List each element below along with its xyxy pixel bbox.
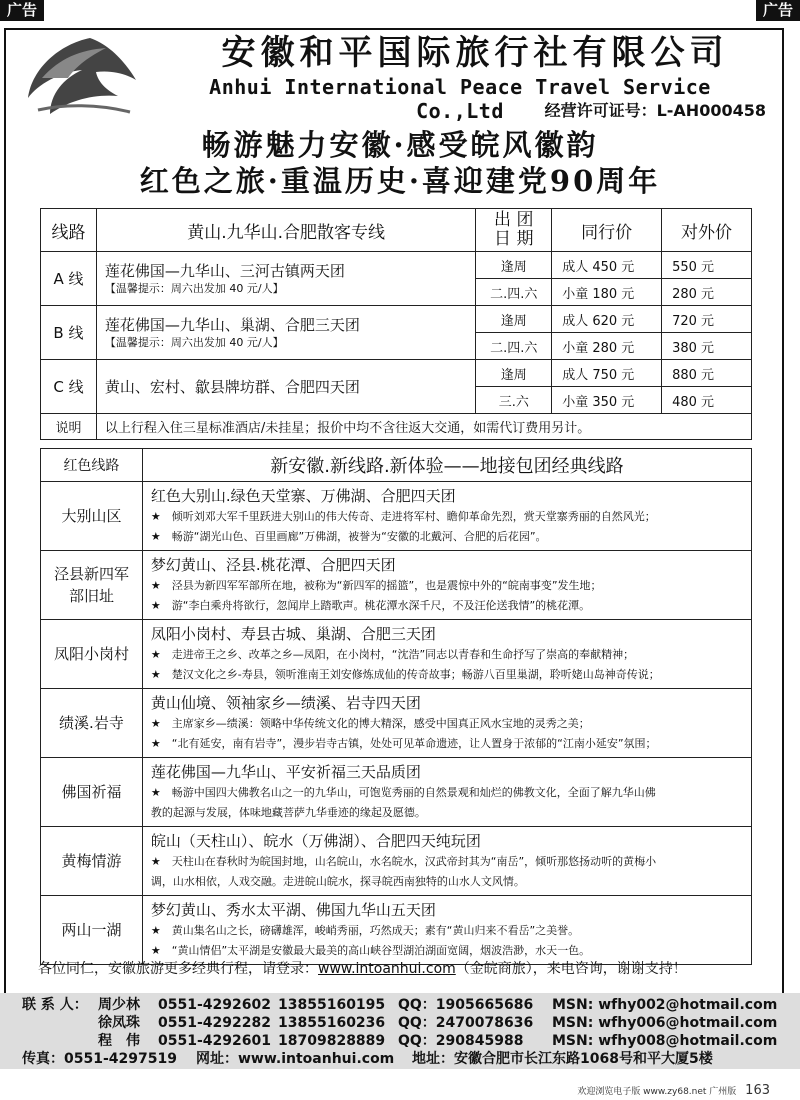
route-tip: 【温馨提示：周六出发加 40 元/人】 (104, 335, 284, 349)
contact-mobile: 18709828889 (278, 1033, 386, 1049)
route-category: 大别山区 (41, 482, 143, 551)
route-category: 泾县新四军部旧址 (41, 551, 143, 620)
depart-day-2: 二.四.六 (476, 279, 552, 306)
footer-text-after: （金皖商旅），来电咨询，谢谢支持！ (455, 961, 687, 977)
slogan-line-1: 畅游魅力安徽·感受皖风徽韵 (201, 128, 599, 162)
route-line: ★ “黄山情侣”太平湖是安徽最大最美的高山峡谷型湖泊湖面宽阔，烟波浩渺，水天一色。 (150, 944, 591, 957)
route-category: 黄梅情游 (41, 827, 143, 896)
route-line: 教的起源与发展，体味地藏菩萨九华垂迹的缘起及愿德。 (150, 806, 426, 819)
route-line: ★ 黄山集名山之长，磅礴雄浑，峻峭秀丽，巧然成天；素有“黄山归来不看岳”之美誉。 (150, 924, 580, 937)
route-label: C 线 (41, 360, 97, 414)
date-header (476, 209, 552, 252)
footer-site-text: 欢迎浏览电子版 www.zy68.net 广州版 (577, 1087, 737, 1097)
contact-qq: QQ：290845988 (398, 1033, 524, 1049)
child-public-price: 480 元 (662, 387, 752, 414)
contact-mobile: 13855160195 (278, 997, 386, 1013)
page-footer (577, 1083, 770, 1098)
contact-name: 程 伟 (98, 1033, 140, 1049)
website: 网址：www.intoanhui.com (196, 1051, 395, 1067)
table-row (41, 896, 752, 965)
table-row (41, 827, 752, 896)
address: 地址：安徽合肥市长江东路1068号和平大厦5楼 (412, 1051, 713, 1067)
adult-price: 成人 750 元 (552, 360, 662, 387)
route-name: 黄山、宏村、歙县牌坊群、合肥四天团 (104, 377, 360, 396)
route-title: 梦幻黄山、泾县.桃花潭、合肥四天团 (150, 556, 396, 574)
note-row (41, 414, 752, 440)
depart-day-2: 三.六 (476, 387, 552, 414)
contact-qq: QQ：2470078636 (398, 1015, 534, 1031)
route-category: 凤阳小岗村 (41, 620, 143, 689)
contact-panel (0, 993, 800, 1069)
date-header-line-1: 出 团 (494, 210, 534, 230)
peer-price-header: 同行价 (552, 209, 662, 252)
route-line: 调，山水相依，人戏交融。走进皖山皖水，探寻皖西南独特的山水人文风情。 (150, 875, 525, 888)
route-detail (142, 689, 751, 758)
route-title: 皖山（天柱山）、皖水（万佛湖）、合肥四天纯玩团 (150, 832, 481, 850)
route-line: ★ 畅游“湖光山色、百里画廊”万佛湖，被誉为“安徽的北戴河、合肥的后花园”。 (150, 530, 547, 543)
route-line: ★ 倾听刘邓大军千里跃进大别山的伟大传奇、走进将军村、瞻仰革命先烈，赏天堂寨秀丽的自然风光； (150, 510, 656, 523)
price-table (40, 208, 752, 440)
route-description (96, 306, 475, 360)
table-row (41, 689, 752, 758)
table-row (41, 551, 752, 620)
date-header-line-2: 日 期 (494, 229, 534, 249)
child-public-price: 280 元 (662, 279, 752, 306)
route-line: ★ “北有延安，南有岩寺”，漫步岩寺古镇，处处可见革命遗迹，让人置身于浓郁的“江南小延安”氛围； (150, 737, 657, 750)
table-row (41, 758, 752, 827)
contact-phone: 0551-4292282 (158, 1015, 271, 1031)
ad-tag-left: 广告 (0, 0, 44, 21)
route-header: 线路 (41, 209, 97, 252)
contact-phone: 0551-4292601 (158, 1033, 271, 1049)
route-detail (142, 551, 751, 620)
contact-phone: 0551-4292602 (158, 997, 271, 1013)
route-label: A 线 (41, 252, 97, 306)
note-label: 说明 (41, 414, 97, 440)
contact-qq: QQ：1905665686 (398, 997, 534, 1013)
contact-name: 周少林 (98, 997, 140, 1013)
child-price: 小童 350 元 (552, 387, 662, 414)
footer-text-before: 各位同仁，安徽旅游更多经典行程，请登录： (38, 961, 318, 977)
child-public-price: 380 元 (662, 333, 752, 360)
license-number: 经营许可证号：L-AH000458 (544, 101, 766, 120)
contact-msn: MSN: wfhy006@hotmail.com (552, 1015, 778, 1031)
route-line: ★ 走进帝王之乡、改革之乡—凤阳，在小岗村，“沈浩”同志以青春和生命抒写了崇高的奉献精神； (150, 648, 635, 661)
adult-public-price: 720 元 (662, 306, 752, 333)
route-detail (142, 620, 751, 689)
route-detail (142, 896, 751, 965)
route-name: 莲花佛国—九华山、巢湖、合肥三天团 (104, 315, 360, 334)
depart-day-2: 二.四.六 (476, 333, 552, 360)
route-title: 黄山仙境、领袖家乡—绩溪、岩寺四天团 (150, 694, 421, 712)
red-table-header (41, 449, 752, 482)
table-row (41, 252, 752, 279)
route-title: 凤阳小岗村、寿县古城、巢湖、合肥三天团 (150, 625, 436, 643)
route-line: ★ 畅游中国四大佛教名山之一的九华山，可饱览秀丽的自然景观和灿烂的佛教文化，全面了解九华山佛 (150, 786, 656, 799)
depart-day-1: 逢周 (476, 252, 552, 279)
route-detail (142, 482, 751, 551)
route-name: 莲花佛国—九华山、三河古镇两天团 (104, 261, 345, 280)
route-detail (142, 827, 751, 896)
red-routes-header-label: 红色线路 (41, 449, 143, 482)
route-line: ★ 天柱山在春秋时为皖国封地，山名皖山，水名皖水，汉武帝封其为“南岳”，倾听那悠扬动听的黄梅小 (150, 855, 657, 868)
contact-label: 联 系 人： (22, 997, 88, 1013)
adult-public-price: 880 元 (662, 360, 752, 387)
company-name-cn: 安徽和平国际旅行社有限公司 (221, 33, 729, 73)
price-table-header (41, 209, 752, 252)
footer-message (38, 958, 687, 980)
child-price: 小童 280 元 (552, 333, 662, 360)
adult-price: 成人 450 元 (552, 252, 662, 279)
table-row (41, 306, 752, 333)
route-category: 佛国祈福 (41, 758, 143, 827)
route-description (96, 360, 475, 414)
route-category: 两山一湖 (41, 896, 143, 965)
table-row (41, 482, 752, 551)
route-line: ★ 游“李白乘舟将欲行，忽闻岸上踏歌声。桃花潭水深千尺，不及汪伦送我情”的桃花潭。 (150, 599, 591, 612)
table-row (41, 620, 752, 689)
note-text: 以上行程入住三星标准酒店/未挂星；报价中均不含往返大交通，如需代订费用另计。 (96, 414, 751, 440)
contact-msn: MSN: wfhy002@hotmail.com (552, 997, 778, 1013)
route-category: 绩溪.岩寺 (41, 689, 143, 758)
public-price-header: 对外价 (662, 209, 752, 252)
route-line: ★ 主席家乡—绩溪：领略中华传统文化的博大精深，感受中国真正风水宝地的灵秀之美； (150, 717, 590, 730)
route-title: 红色大别山.绿色天堂寨、万佛湖、合肥四天团 (150, 487, 456, 505)
red-routes-header-title: 新安徽.新线路.新体验——地接包团经典线路 (142, 449, 751, 482)
depart-day-1: 逢周 (476, 360, 552, 387)
company-name-en: Anhui International Peace Travel Service Co.,Ltd (209, 75, 711, 123)
route-line: ★ 泾县为新四军军部所在地，被称为“新四军的摇篮”，也是震惊中外的“皖南事变”发生地； (150, 579, 602, 592)
route-label: B 线 (41, 306, 97, 360)
company-logo-icon (20, 34, 140, 120)
route-title: 梦幻黄山、秀水太平湖、佛国九华山五天团 (150, 901, 436, 919)
depart-day-1: 逢周 (476, 306, 552, 333)
route-description (96, 252, 475, 306)
table-row (41, 360, 752, 387)
contact-mobile: 13855160236 (278, 1015, 386, 1031)
route-title: 莲花佛国—九华山、平安祈福三天品质团 (150, 763, 421, 781)
footer-url-link[interactable]: www.intoanhui.com (318, 961, 456, 977)
adult-public-price: 550 元 (662, 252, 752, 279)
contact-msn: MSN: wfhy008@hotmail.com (552, 1033, 778, 1049)
slogan-line-2: 红色之旅·重温历史·喜迎建党90周年 (139, 164, 661, 198)
red-routes-table (40, 448, 752, 965)
route-detail (142, 758, 751, 827)
route-tip: 【温馨提示：周六出发加 40 元/人】 (104, 281, 284, 295)
contact-name: 徐凤珠 (98, 1015, 140, 1031)
child-price: 小童 180 元 (552, 279, 662, 306)
fax-number: 传真：0551-4297519 (22, 1051, 177, 1067)
route-title-header: 黄山.九华山.合肥散客专线 (96, 209, 475, 252)
route-line: ★ 楚汉文化之乡-寿县，领听淮南王刘安修炼成仙的传奇故事；畅游八百里巢湖，聆听姥山岛神奇传说； (150, 668, 660, 681)
ad-tag-right: 广告 (756, 0, 800, 21)
adult-price: 成人 620 元 (552, 306, 662, 333)
page-number: 163 (745, 1083, 770, 1098)
